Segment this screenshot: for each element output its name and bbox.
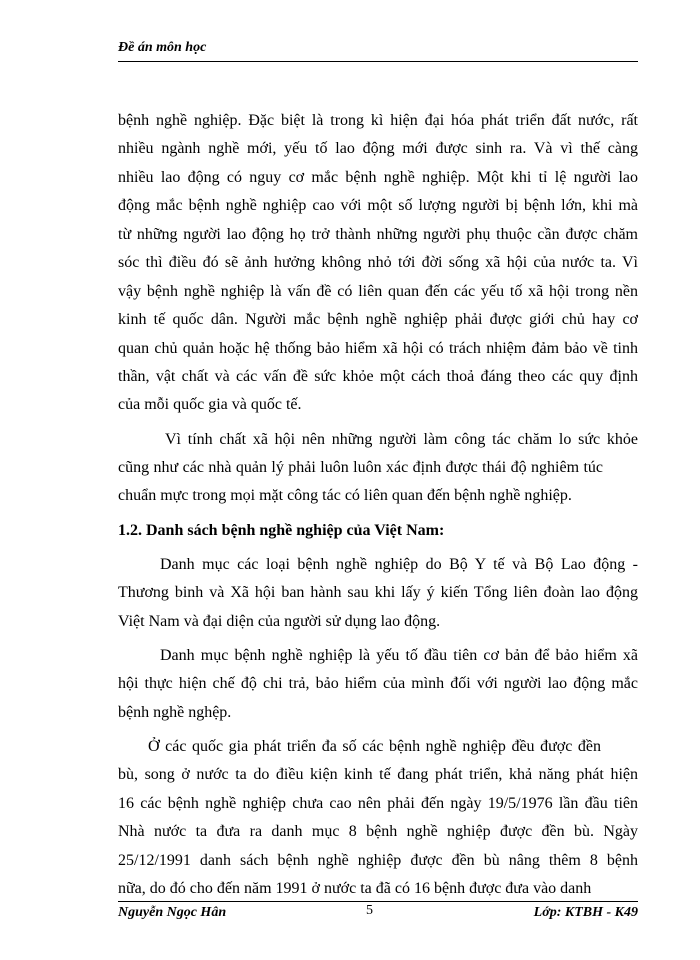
body-line: động mắc bệnh nghề nghiệp cao với một số lượng người bị bệnh lớn, khi mà [118, 197, 638, 214]
body-line: vậy bệnh nghề nghiệp là vấn đề có liên quan đến các yếu tố xã hội trong nền [118, 283, 638, 300]
body-line: hội thực hiện chế độ chi trả, bảo hiểm của mình đối với người lao động mắc [118, 675, 638, 692]
footer-divider [118, 901, 638, 902]
body-line: Thương binh và Xã hội ban hành sau khi lấy ý kiến Tổng liên đoàn lao động [118, 584, 638, 601]
header-divider [118, 61, 638, 62]
body-line: Việt Nam và đại diện của người sử dụng lao động. [118, 613, 441, 630]
body-line: 16 các bệnh nghề nghiệp chưa cao nên phải đến ngày 19/5/1976 lần đầu tiên [118, 795, 638, 812]
section-heading: 1.2. Danh sách bệnh nghề nghiệp của Việt Nam: [118, 522, 445, 539]
body-line: nhiều lao động có nguy cơ mắc bệnh nghề nghiệp. Một khi tỉ lệ người lao [118, 169, 638, 186]
body-line: bệnh nghề nghệp. [118, 704, 232, 721]
body-line: Danh mục bệnh nghề nghiệp là yếu tố đầu tiên cơ bản để bảo hiểm xã [160, 647, 638, 664]
body-line: Danh mục các loại bệnh nghề nghiệp do Bộ Y tế và Bộ Lao động - [160, 556, 638, 573]
body-line: cũng như các nhà quản lý phải luôn luôn xác định được thái độ nghiêm túc [118, 459, 603, 476]
body-line: Ở các quốc gia phát triển đa số các bệnh nghề nghiệp đều được đền [148, 738, 601, 755]
body-line: chuẩn mực trong mọi mặt công tác có liên quan đến bệnh nghề nghiệp. [118, 487, 572, 504]
body-line: sóc thì điều đó sẽ ảnh hưởng không nhỏ tới đời sống xã hội của nước ta. Vì [118, 254, 638, 271]
body-line: của mỗi quốc gia và quốc tế. [118, 396, 302, 413]
body-line: 25/12/1991 danh sách bệnh nghề nghiệp được đền bù nâng thêm 8 bệnh [118, 852, 638, 869]
body-line: nhiều ngành nghề mới, yếu tố lao động mới được sinh ra. Và vì thế càng [118, 140, 638, 157]
footer-class: Lớp: KTBH - K49 [533, 905, 638, 920]
body-line: Vì tính chất xã hội nên những người làm công tác chăm lo sức khỏe [165, 431, 638, 448]
body-line: nữa, do đó cho đến năm 1991 ở nước ta đã có 16 bệnh được đưa vào danh [118, 880, 592, 897]
body-line: bệnh nghề nghiệp. Đặc biệt là trong kì hiện đại hóa phát triển đất nước, rất [118, 112, 638, 129]
page-header-title: Đề án môn học [118, 40, 207, 55]
body-line: từ những người lao động họ trở thành những người phụ thuộc cần được chăm [118, 226, 638, 243]
body-line: thần, vật chất và các vấn đề sức khỏe một cách thoả đáng theo các quy định [118, 368, 638, 385]
body-line: kinh tế quốc dân. Người mắc bệnh nghề nghiệp phải được giới chủ hay cơ [118, 311, 638, 328]
page-number: 5 [366, 903, 373, 918]
body-line: Nhà nước ta đưa ra danh mục 8 bệnh nghề nghiệp được đền bù. Ngày [118, 823, 638, 840]
body-line: quan chủ quản hoặc hệ thống bảo hiểm xã hội có trách nhiệm đảm bảo về tinh [118, 340, 638, 357]
footer-author: Nguyễn Ngọc Hân [118, 905, 227, 920]
body-line: bù, song ở nước ta do điều kiện kinh tế đang phát triển, khả năng phát hiện [118, 766, 638, 783]
